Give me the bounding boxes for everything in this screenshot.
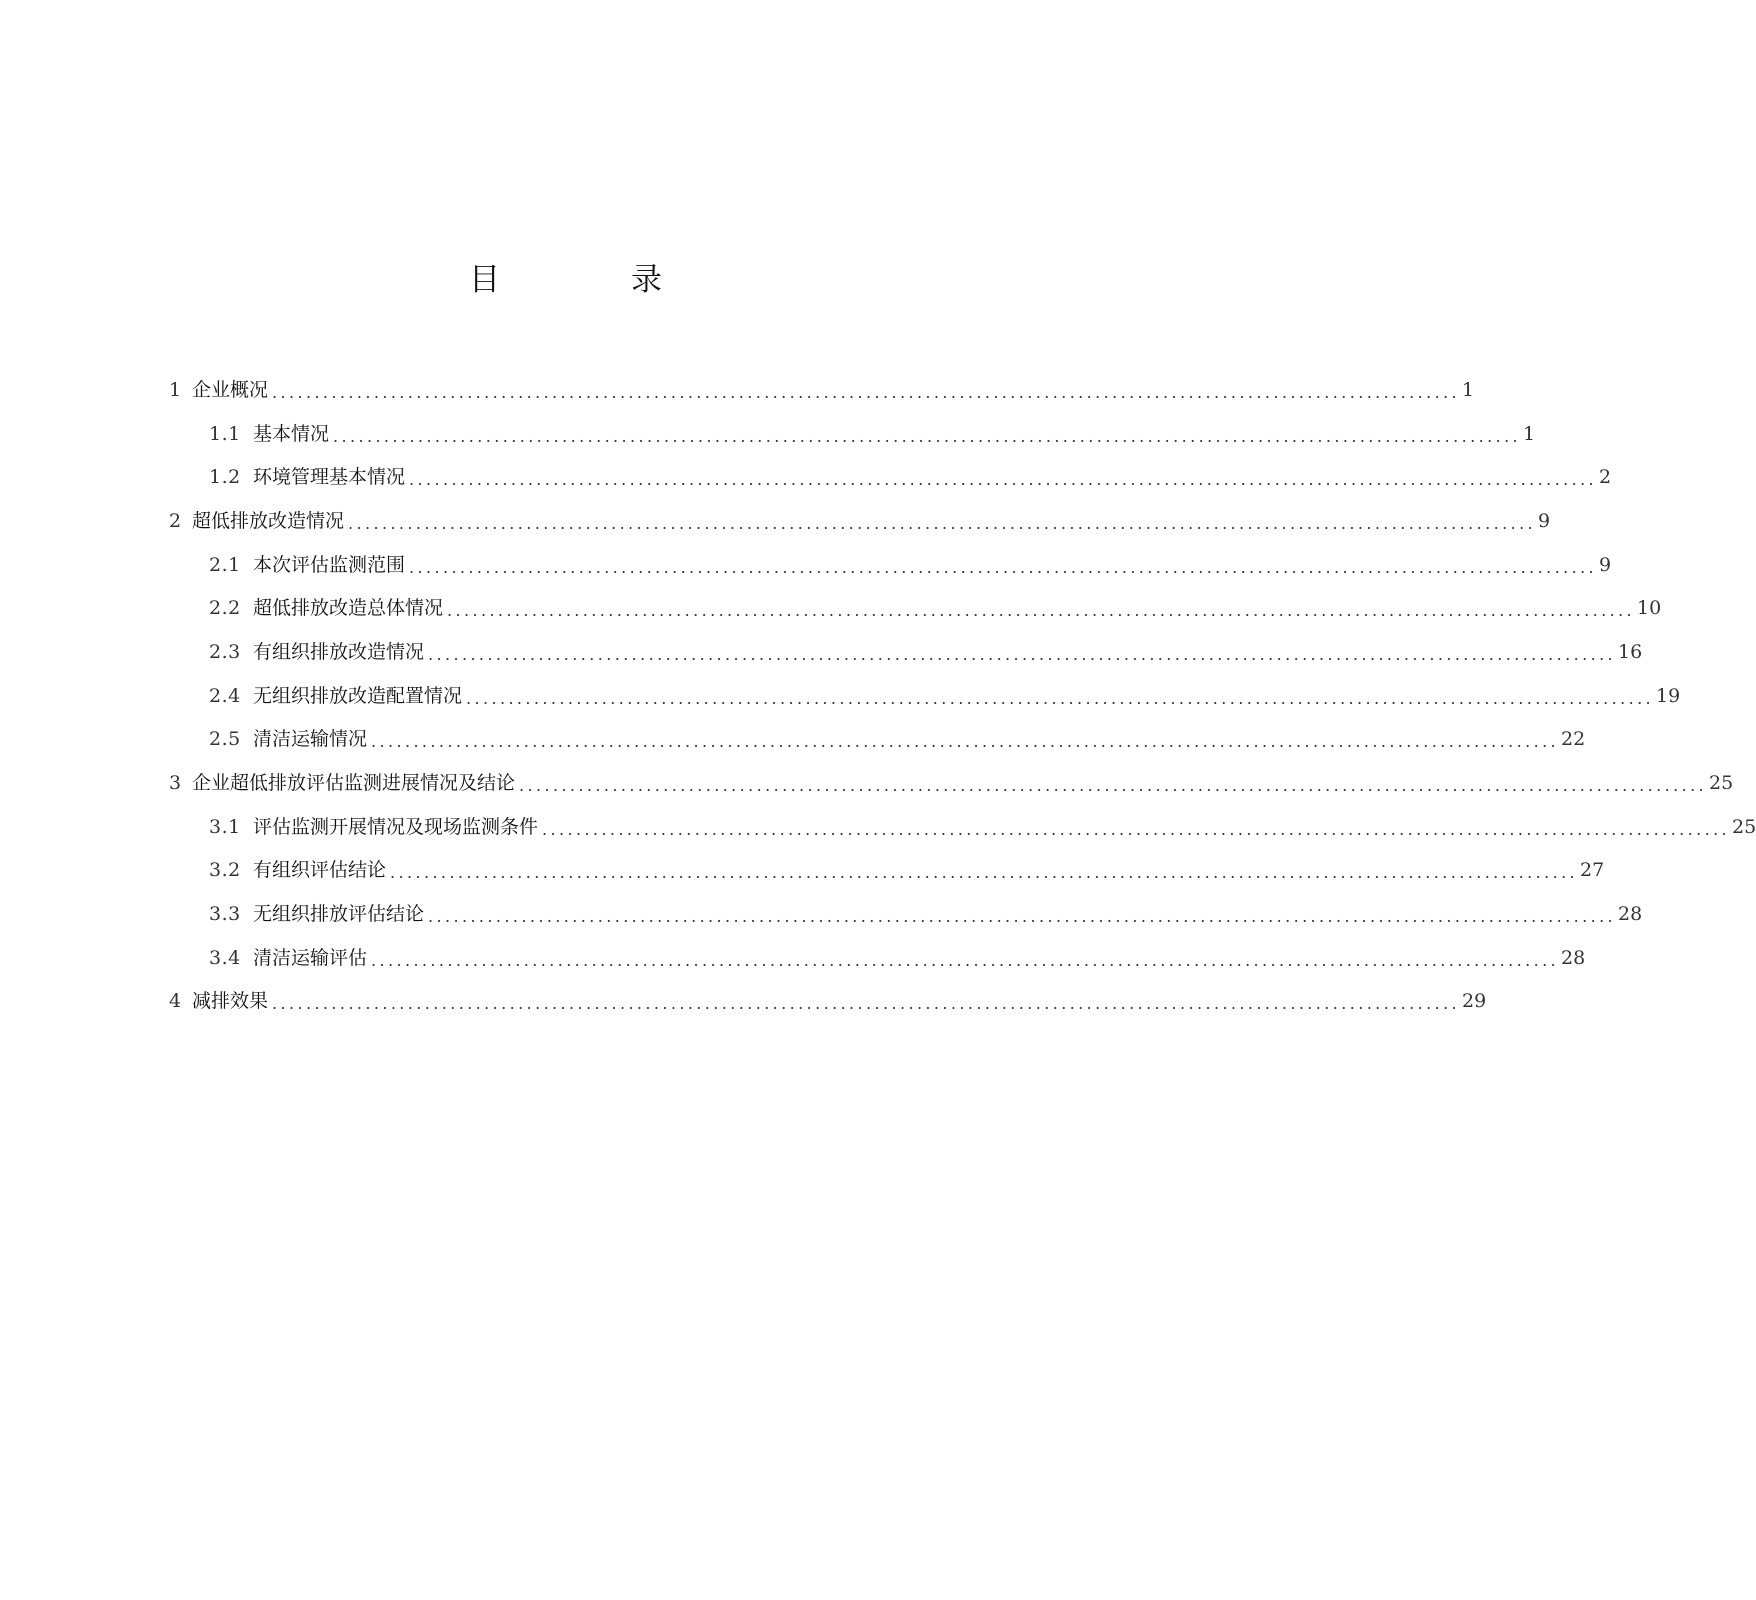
toc-entry-number: 2.1 (209, 553, 241, 576)
toc-entry-title: 无组织排放评估结论 (253, 903, 425, 926)
toc-dot-leader: ............................................................................................................................................ (542, 819, 1731, 839)
toc-entry-number: 1 (169, 378, 182, 401)
toc-section-entry[interactable] (0, 455, 1612, 499)
toc-page-number: 19 (1656, 684, 1681, 707)
toc-entry-number: 1.1 (209, 422, 241, 445)
toc-entry-title: 基本情况 (253, 422, 330, 445)
toc-entry-number: 2.3 (209, 640, 241, 663)
toc-section-entry[interactable] (0, 543, 1612, 587)
toc-entry-title: 有组织评估结论 (253, 859, 387, 882)
toc-entry-number: 2.4 (209, 684, 241, 707)
toc-entry-number: 1.2 (209, 466, 241, 489)
toc-dot-leader: ............................................................................................................................................ (333, 426, 1522, 446)
toc-dot-leader: ............................................................................................................................................ (272, 382, 1461, 402)
toc-page-number: 16 (1618, 640, 1643, 663)
toc-page-number: 28 (1618, 903, 1643, 926)
toc-chapter-entry[interactable] (0, 761, 1734, 805)
toc-entry-title: 本次评估监测范围 (253, 553, 406, 576)
toc-entry-title: 超低排放改造总体情况 (253, 597, 444, 620)
toc-entry-number: 3 (169, 772, 182, 795)
toc-dot-leader: ............................................................................................................................................ (428, 907, 1617, 927)
toc-section-entry[interactable] (0, 412, 1536, 456)
toc-section-entry[interactable] (0, 718, 1586, 762)
toc-entry-title: 无组织排放改造配置情况 (253, 684, 463, 707)
toc-entry-title: 减排效果 (192, 990, 269, 1013)
toc-section-entry[interactable] (0, 936, 1586, 980)
toc-entry-number: 3.1 (209, 815, 241, 838)
toc-dot-leader: ............................................................................................................................................ (447, 601, 1636, 621)
toc-entry-number: 2 (169, 509, 182, 532)
toc-entry-number: 3.2 (209, 859, 241, 882)
toc-page-number: 2 (1599, 466, 1612, 489)
toc-entry-number: 3.3 (209, 903, 241, 926)
toc-entry-title: 企业概况 (192, 378, 269, 401)
toc-entry-number: 2.5 (209, 728, 241, 751)
toc-chapter-entry[interactable] (0, 499, 1551, 543)
toc-list (0, 368, 1756, 1023)
toc-dot-leader: ............................................................................................................................................ (371, 950, 1560, 970)
toc-dot-leader: ............................................................................................................................................ (390, 863, 1579, 883)
toc-entry-title: 企业超低排放评估监测进展情况及结论 (192, 772, 516, 795)
toc-dot-leader: ............................................................................................................................................ (272, 994, 1461, 1014)
toc-dot-leader: ............................................................................................................................................ (409, 470, 1598, 490)
toc-page-number: 28 (1561, 946, 1586, 969)
toc-entry-title: 有组织排放改造情况 (253, 640, 425, 663)
toc-entry-title: 超低排放改造情况 (192, 509, 345, 532)
toc-dot-leader: ............................................................................................................................................ (371, 732, 1560, 752)
toc-dot-leader: ............................................................................................................................................ (428, 644, 1617, 664)
toc-page-number: 1 (1462, 378, 1475, 401)
toc-section-entry[interactable] (0, 630, 1643, 674)
toc-entry-number: 3.4 (209, 946, 241, 969)
toc-entry-title: 评估监测开展情况及现场监测条件 (253, 815, 539, 838)
toc-entry-title: 环境管理基本情况 (253, 466, 406, 489)
toc-dot-leader: ............................................................................................................................................ (348, 513, 1537, 533)
toc-dot-leader: ............................................................................................................................................ (409, 557, 1598, 577)
toc-page-number: 27 (1580, 859, 1605, 882)
toc-page-number: 1 (1523, 422, 1536, 445)
toc-title: 目 录 (469, 262, 712, 298)
toc-dot-leader: ............................................................................................................................................ (519, 776, 1708, 796)
toc-page-number: 25 (1732, 815, 1756, 838)
toc-page-number: 9 (1538, 509, 1551, 532)
toc-section-entry[interactable] (0, 849, 1605, 893)
toc-chapter-entry[interactable] (0, 980, 1487, 1024)
toc-entry-title: 清洁运输评估 (253, 946, 368, 969)
toc-entry-number: 4 (169, 990, 182, 1013)
toc-section-entry[interactable] (0, 805, 1756, 849)
toc-section-entry[interactable] (0, 586, 1662, 630)
toc-page-number: 22 (1561, 728, 1586, 751)
toc-entry-title: 清洁运输情况 (253, 728, 368, 751)
toc-dot-leader: ............................................................................................................................................ (466, 688, 1655, 708)
toc-page-number: 9 (1599, 553, 1612, 576)
toc-section-entry[interactable] (0, 892, 1643, 936)
toc-page-number: 10 (1637, 597, 1662, 620)
toc-page-number: 25 (1709, 772, 1734, 795)
toc-entry-number: 2.2 (209, 597, 241, 620)
toc-chapter-entry[interactable] (0, 368, 1475, 412)
toc-section-entry[interactable] (0, 674, 1681, 718)
toc-page-number: 29 (1462, 990, 1487, 1013)
